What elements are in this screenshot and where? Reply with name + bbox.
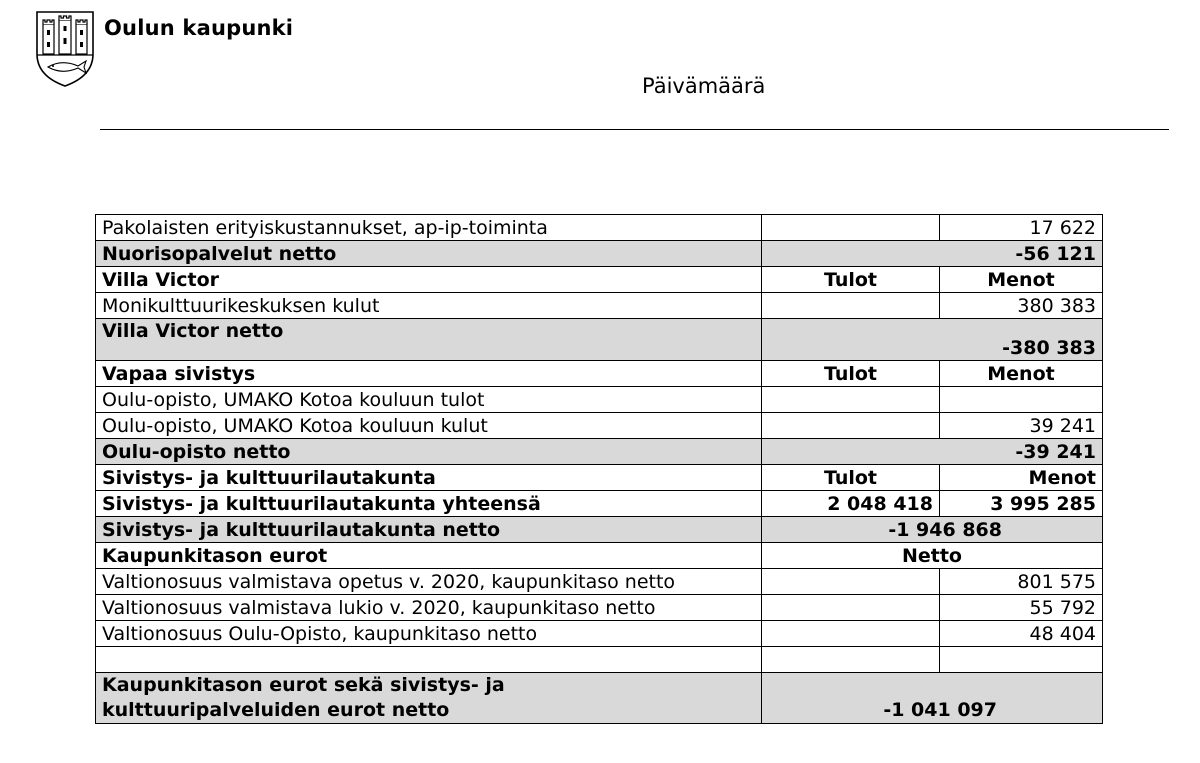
- table-row: [96, 267, 1103, 293]
- netto-cell: -380 383: [762, 319, 1103, 361]
- table-row: [96, 621, 1103, 647]
- table-row: [96, 647, 1103, 673]
- row-label: Nuorisopalvelut netto: [96, 241, 762, 267]
- table-row: [96, 413, 1103, 439]
- table-row: [96, 569, 1103, 595]
- table-row: [96, 387, 1103, 413]
- table-row: [96, 439, 1103, 465]
- menot-header: Menot: [940, 267, 1103, 293]
- row-label: Oulu-opisto, UMAKO Kotoa kouluun tulot: [96, 387, 762, 413]
- tulot-header: Tulot: [762, 465, 940, 491]
- row-label: Valtionosuus valmistava lukio v. 2020, kaupunkitaso netto: [96, 595, 762, 621]
- menot-cell: [940, 647, 1103, 673]
- table-row: [96, 319, 1103, 361]
- row-label: Valtionosuus valmistava opetus v. 2020, kaupunkitaso netto: [96, 569, 762, 595]
- table-row: [96, 517, 1103, 543]
- row-label: Sivistys- ja kulttuurilautakunta netto: [96, 517, 762, 543]
- menot-cell: 48 404: [940, 621, 1103, 647]
- tulot-cell: [762, 387, 940, 413]
- netto-cell: -1 946 868: [762, 517, 1103, 543]
- row-label: Oulu-opisto netto: [96, 439, 762, 465]
- row-label: Monikulttuurikeskuksen kulut: [96, 293, 762, 319]
- table-row: [96, 595, 1103, 621]
- table-row: [96, 293, 1103, 319]
- table-row: [96, 491, 1103, 517]
- netto-cell: -1 041 097: [762, 673, 1103, 724]
- tulot-cell: [762, 595, 940, 621]
- menot-cell: 17 622: [940, 215, 1103, 241]
- section-heading: Kaupunkitason eurot: [96, 543, 762, 569]
- menot-cell: 55 792: [940, 595, 1103, 621]
- menot-cell: 3 995 285: [940, 491, 1103, 517]
- budget-table: [95, 214, 1103, 724]
- header-divider: [100, 129, 1169, 130]
- tulot-header: Tulot: [762, 267, 940, 293]
- row-label: [96, 647, 762, 673]
- section-heading: Sivistys- ja kulttuurilautakunta: [96, 465, 762, 491]
- tulot-cell: [762, 413, 940, 439]
- netto-cell: -39 241: [762, 439, 1103, 465]
- tulot-header: Tulot: [762, 361, 940, 387]
- row-label: Oulu-opisto, UMAKO Kotoa kouluun kulut: [96, 413, 762, 439]
- netto-header: Netto: [762, 543, 1103, 569]
- organization-name: Oulun kaupunki: [104, 16, 294, 40]
- table-row: [96, 215, 1103, 241]
- tulot-cell: [762, 293, 940, 319]
- label-line-2: kulttuuripalveluiden eurot netto: [102, 699, 450, 721]
- netto-cell: -56 121: [762, 241, 1103, 267]
- tulot-cell: 2 048 418: [762, 491, 940, 517]
- table-row: [96, 543, 1103, 569]
- row-label: Valtionosuus Oulu-Opisto, kaupunkitaso netto: [96, 621, 762, 647]
- menot-cell: 380 383: [940, 293, 1103, 319]
- section-heading: Villa Victor: [96, 267, 762, 293]
- tulot-cell: [762, 215, 940, 241]
- row-label: Pakolaisten erityiskustannukset, ap-ip-toiminta: [96, 215, 762, 241]
- section-heading: Vapaa sivistys: [96, 361, 762, 387]
- label-line-1: Kaupunkitason eurot sekä sivistys- ja: [102, 674, 505, 696]
- tulot-cell: [762, 647, 940, 673]
- table-row: [96, 673, 1103, 724]
- menot-header: Menot: [940, 465, 1103, 491]
- table-row: [96, 241, 1103, 267]
- menot-header: Menot: [940, 361, 1103, 387]
- menot-cell: [940, 387, 1103, 413]
- row-label: Villa Victor netto: [96, 319, 762, 361]
- menot-cell: 801 575: [940, 569, 1103, 595]
- menot-cell: 39 241: [940, 413, 1103, 439]
- coat-of-arms-icon: [34, 10, 96, 88]
- tulot-cell: [762, 621, 940, 647]
- table-row: [96, 361, 1103, 387]
- tulot-cell: [762, 569, 940, 595]
- table-row: [96, 465, 1103, 491]
- row-label: Sivistys- ja kulttuurilautakunta yhteensä: [96, 491, 762, 517]
- date-label: Päivämäärä: [642, 74, 766, 98]
- row-label: [96, 673, 762, 724]
